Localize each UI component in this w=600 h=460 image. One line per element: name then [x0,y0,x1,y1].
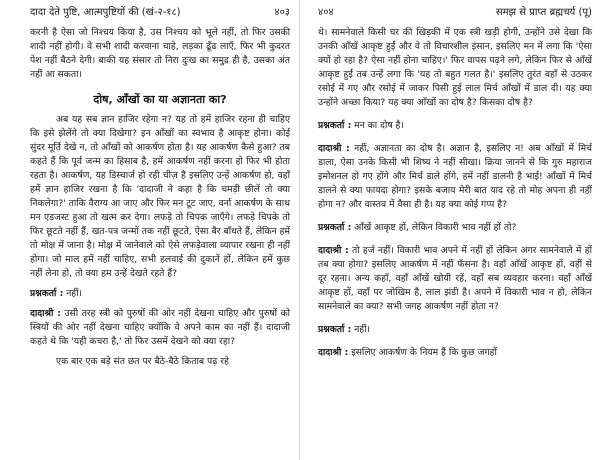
answer-text: नहीं, अज्ञानता का दोष है। अज्ञान है, इसलिए न! अब आँखों में मिर्च डाला, ऐसा उनके किसी भी शिष्य ने नहीं सीखा। क्रिया जानने से कि गुरु महाराज इमोशनल हो गए होंगे और मिर्च डाले होंगे, हमें नहीं डालनी है भाई! आँखों में मिर्च डालने से क्या फायदा होगा? इसके बजाय मेरी बात याद रहे तो मोह अपना ही नहीं होगा न? और वास्तव में वैसा ही है। यह क्या कोई गप्प है? [318,143,592,210]
right-paragraph-1: थे। सामनेवाले किसी घर की खिड़की में एक स्त्री खड़ी होगी, उन्होंने उसे देखा कि उनकी आँखें आकृष्ट हुईं और वे तो विचारशील इंसान, इसलिए मन में लगा कि 'ऐसा क्यों हो रहा है? ऐसा नहीं होना चाहिए।' फिर वापस पढ़ने लगे, लेकिन फिर से आँखें आकृष्ट हुईं तब उन्हें लगा कि 'यह तो बहुत गलत है।' इसलिए तुरंत वहाँ से उठकर रसोई में गए और रसोई में जाकर पिसी हुई लाल मिर्च आँखों में डाल दी। यह क्या उन्होंने अच्छा किया? यह क्या आँखों का दोष है? किसका दोष है? [318,27,592,108]
question-text: मन का दोष है। [354,120,404,131]
answer-text: उसी तरह स्त्री को पुरुषों की ओर नहीं देखना चाहिए और पुरुषों को स्त्रियों की ओर नहीं देखना चाहिए क्योंकि वे अपने काम का नहीं हैं। दादाजी कहते थे कि 'यही कचरा है,' तो फिर उसमें देखने को क्या रहा? [30,308,291,347]
question-text: आँखें आकृष्ट हों, लेकिन विकारी भाव नहीं हों तो? [354,222,517,233]
section-heading: दोष, आँखों का या अज्ञानता का? [93,93,227,106]
question-text: नहीं। [66,288,83,299]
dadashri-label: दादाश्री : [30,308,61,319]
answer-text: इसलिए आकर्षण के नियम हैं कि कुछ जगहों [351,347,497,358]
dadashri-label: दादाश्री : [318,347,349,358]
right-header-title: समझ से प्राप्त ब्रह्मचर्य (पू) [495,7,592,18]
questioner-label: प्रश्नकर्ता : [30,288,64,299]
right-question-2 [318,221,592,235]
right-page [300,0,600,460]
right-answer-3 [318,346,592,360]
questioner-label: प्रश्नकर्ता : [318,120,352,131]
left-page-header [30,6,290,20]
left-page-number: ४०३ [274,7,290,18]
right-page-header [318,6,592,20]
answer-text: तो हर्ज नहीं। विकारी भाव अपने में नहीं हों लेकिन अगर सामनेवाले में हों तब क्या होगा? इसलिए आकर्षण में नहीं फँसना है। वहाँ आँखें आकृष्ट हों, वहीं से दूर रहना। अन्य कहाँ, वहाँ आँखें खोयी रहें, वहाँ सब व्यवहार करना। वहाँ आँखें आकृष्ट हों, वहाँ पर जोखिम है, लाल झंडी है। अपने में विकारी भाव न हो, लेकिन सामनेवाले का क्या? सभी जगह आकर्षण नहीं होता न? [318,245,592,312]
dadashri-label: दादाश्री : [318,245,349,256]
left-header-title: दादा देते पुष्टि, आत्मपुष्टियों की (खं-२-१८) [30,7,181,18]
left-paragraph-2: अब यह सब ज्ञान हाजिर रहेगा न? यह तो हमें हाजिर रहना ही चाहिए कि इसे झेलेंगे तो क्या दिखेगा? इन आँखों का स्वभाव है आकृष्ट होना। कोई सुंदर मूर्ति देखे न, तो आँखों को आकर्षण होता है। यह आकर्षण कैसे हुआ? तब कहते हैं कि पूर्व जन्म का हिसाब है, हमें आकर्षण नहीं करना हो फिर भी होता रहता है। आकर्षण, यह डिस्चार्ज हो रही चीज़ है इसलिए उन्हें आकर्षण हो, वहाँ हमें ज्ञान हाजिर रखना है कि 'दादाजी ने कहा है कि चमड़ी छीलें तो क्या निकलेगा?' ताकि वैराग्य आ जाए और फिर मन टूट जाए, वर्ना आकर्षण के साथ मन एडजस्ट हुआ तो खत्म कर देगा। लफड़े तो चिपक जाएँगे। लफड़े चिपके तो फिर छूटते नहीं हैं, खत-पत्र जन्मों तक नहीं छूटते, ऐसा बैर बाँधते हैं, लेकिन हमें तो मोक्ष में जाना है। मोक्ष में जानेवाले को ऐसे लफड़ेवाला व्यापार रखना ही नहीं होगा। जो माल हमें नहीं चाहिए, सभी हलवाई की दुकानें हों, लेकिन हमें कुछ नहीं लेना हो, तो क्या हम उन्हें देखते रहते हैं? [30,114,290,279]
questioner-label: प्रश्नकर्ता : [318,324,352,335]
right-answer-2 [318,244,592,314]
question-text: नहीं। [354,324,371,335]
left-answer-1 [30,307,290,349]
dadashri-label: दादाश्री : [318,143,350,154]
right-question-3 [318,323,592,337]
left-question-1 [30,287,290,301]
left-paragraph-1: करनी है ऐसा जो निश्चय किया है, उस निश्चय को भूले नहीं, तो फिर उसकी शादी नहीं होगी। वे सभी शादी करवाना चाहे, लड़का ढूँढ लाएँ, फिर भी कुदरत पेश नहीं बैठने देगी। बाकी यह संसार तो निरा दुःख का समुद्र ही है, उसका अंत नहीं आ सकता। [30,27,290,80]
right-answer-1 [318,142,592,212]
right-question-1 [318,119,592,133]
questioner-label: प्रश्नकर्ता : [318,222,352,233]
right-page-number: ४०४ [318,7,334,18]
left-paragraph-3: एक बार एक बड़े संत छत पर बैठे-बैठे किताब पढ़ रहे [56,356,229,367]
